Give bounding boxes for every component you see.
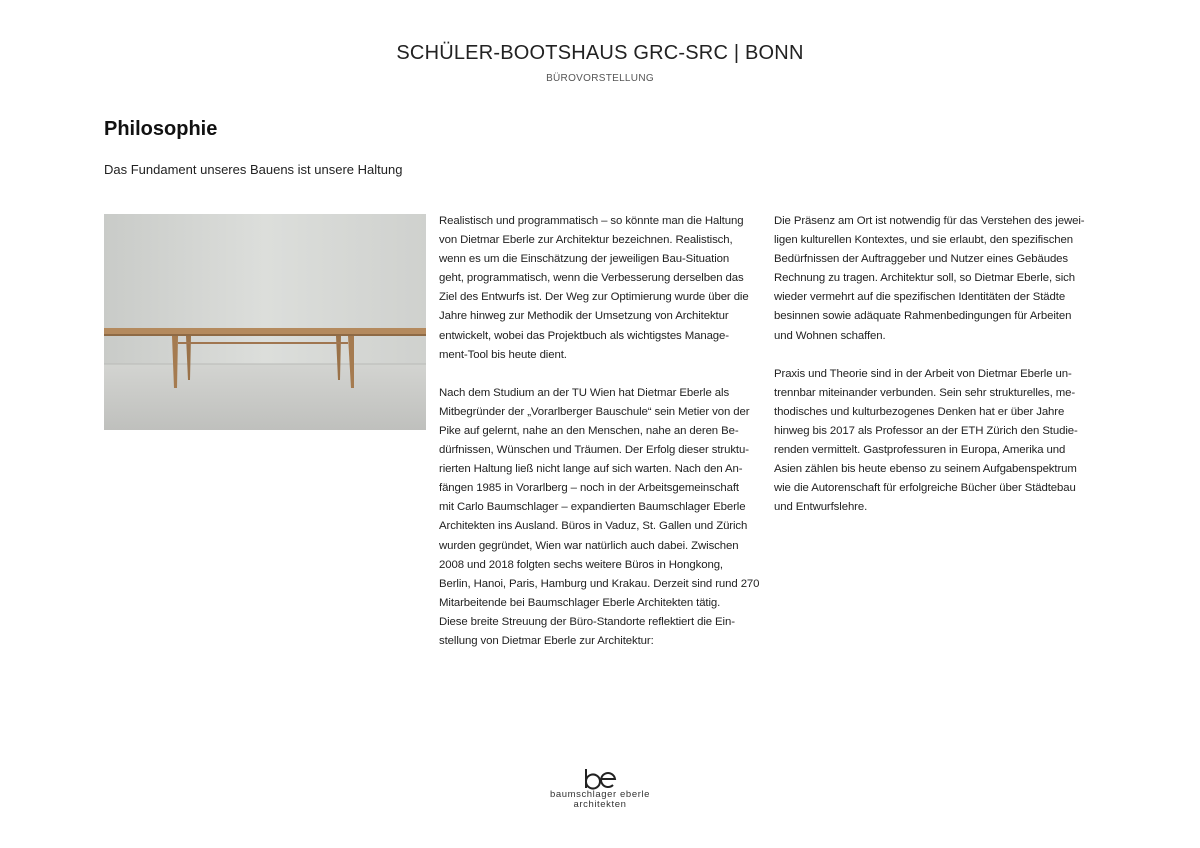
project-title: SCHÜLER-BOOTSHAUS GRC-SRC | BONN (396, 42, 804, 64)
wooden-table-photo (104, 214, 426, 430)
text-line: besinnen sowie adäquate Rahmenbedingungen für Arbeiten (774, 310, 1072, 323)
text-line: fängen 1985 in Vorarlberg – noch in der Arbeitsgemeinschaft (439, 482, 739, 495)
text-line: Nach dem Studium an der TU Wien hat Dietmar Eberle als (439, 386, 730, 399)
section-lead: Das Fundament unseres Bauens ist unsere Haltung (104, 162, 403, 177)
text-line: von Dietmar Eberle zur Architektur bezeichnen. Realistisch, (439, 234, 733, 247)
text-line: Die Präsenz am Ort ist notwendig für das Verstehen des jewei- (774, 215, 1085, 227)
logo-text-line-1: baumschlager eberle (549, 789, 651, 800)
text-line: ligen kulturellen Kontextes, und sie erlaubt, den spezifischen (774, 234, 1074, 247)
text-line: Rechnung zu tragen. Architektur soll, so Dietmar Eberle, sich (774, 272, 1075, 285)
be-logo-mark-icon (582, 768, 618, 790)
document-subtitle: BÜROVORSTELLUNG (546, 73, 654, 84)
text-line: renden vermittelt. Gastprofessuren in Europa, Amerika und (774, 444, 1066, 457)
logo-text-line-2: architekten (573, 799, 627, 810)
text-line: ment-Tool bis heute dient. (439, 348, 567, 361)
text-line: und Wohnen schaffen. (774, 329, 886, 342)
text-column-left (439, 212, 765, 651)
text-line: trennbar miteinander verbunden. Sein sehr strukturelles, me- (774, 386, 1076, 399)
text-line: Architekten ins Ausland. Büros in Vaduz, St. Gallen und Zürich (439, 520, 748, 533)
section-title: Philosophie (104, 118, 218, 140)
text-line: hinweg bis 2017 als Professor an der ETH Zürich den Studie- (774, 424, 1078, 437)
text-line: Diese breite Streuung der Büro-Standorte reflektiert die Ein- (439, 615, 735, 628)
text-line: wie die Autorenschaft für erfolgreiche Bücher über Städtebau (774, 482, 1076, 495)
text-column-right (774, 212, 1096, 517)
text-line: rierten Haltung ließ nicht lange auf sich warten. Nach den An- (439, 463, 743, 476)
text-line: entwickelt, wobei das Projektbuch als wichtigstes Manage- (439, 329, 729, 342)
paragraph-gap (439, 365, 765, 384)
text-line: Ziel des Entwurfs ist. Der Weg zur Optimierung wurde über die (439, 291, 749, 304)
text-line: Mitbegründer der „Vorarlberger Bauschule“ sein Metier von der (439, 405, 750, 418)
text-line: Pike auf gelernt, nahe an den Menschen, nahe an deren Be- (439, 424, 739, 437)
text-line: geht, programmatisch, wenn die Verbesserung derselben das (439, 272, 744, 285)
text-line: dürfnissen, Wünschen und Träumen. Der Erfolg dieser struktu- (439, 444, 749, 457)
text-line: thodisches und kulturbezogenes Denken hat er über Jahre (774, 405, 1065, 418)
page-header (0, 42, 1200, 84)
text-line: wenn es um die Einschätzung der jeweiligen Bau-Situation (439, 253, 730, 266)
company-logo (540, 768, 660, 810)
text-line: wurden gegründet, Wien war natürlich auch dabei. Zwischen (439, 539, 739, 552)
text-line: Berlin, Hanoi, Paris, Hamburg und Krakau. Derzeit sind rund 270 (439, 577, 760, 590)
text-line: wieder vermehrt auf die spezifischen Identitäten der Städte (774, 291, 1066, 304)
text-line: 2008 und 2018 folgten sechs weitere Büros in Hongkong, (439, 558, 723, 571)
text-line: Jahre hinweg zur Methodik der Umsetzung von Architektur (439, 310, 729, 323)
text-line: stellung von Dietmar Eberle zur Architektur: (439, 634, 654, 647)
text-line: mit Carlo Baumschlager – expandierten Baumschlager Eberle (439, 501, 746, 514)
text-line: Praxis und Theorie sind in der Arbeit von Dietmar Eberle un- (774, 367, 1072, 380)
text-line: und Entwurfslehre. (774, 501, 868, 514)
text-line: Realistisch und programmatisch – so könnte man die Haltung (439, 215, 744, 227)
text-line: Mitarbeitende bei Baumschlager Eberle Architekten tätig. (439, 596, 721, 609)
paragraph-gap (774, 346, 1096, 365)
text-line: Asien zählen bis heute ebenso zu seinem Aufgabenspektrum (774, 463, 1077, 476)
text-line: Bedürfnissen der Auftraggeber und Nutzer eines Gebäudes (774, 253, 1069, 266)
